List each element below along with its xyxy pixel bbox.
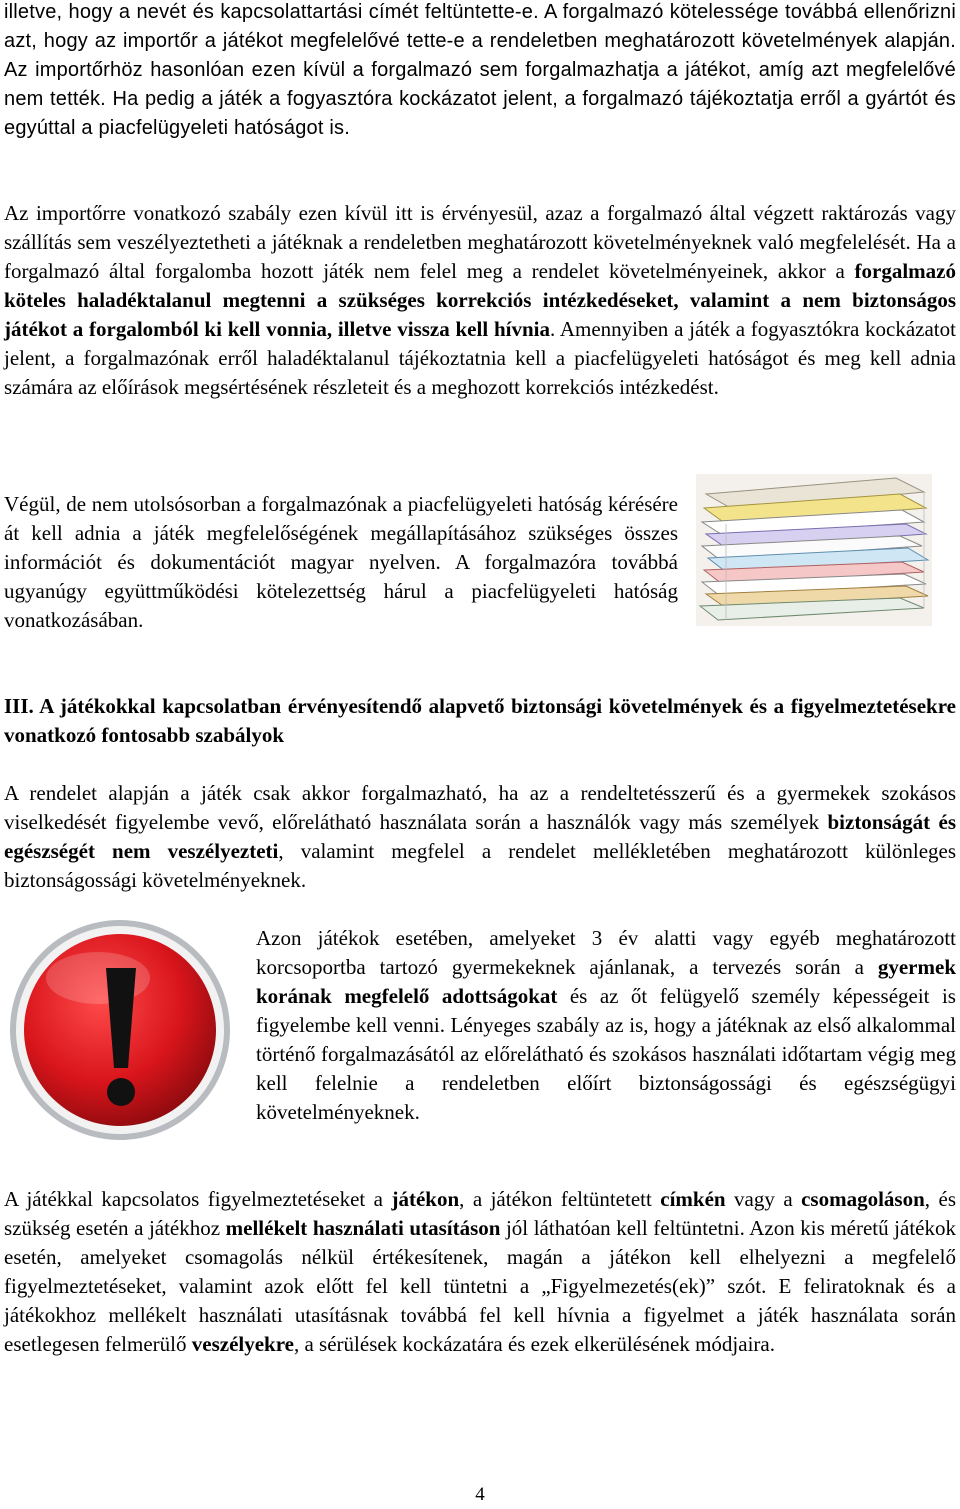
- text-run: Azon játékok esetében, amelyeket 3 év alatti vagy egyéb meghatározott korcsoportba tartozó gyermekeknek ajánlanak, a tervezés során a: [256, 926, 956, 979]
- text-run: , a játékon feltüntetett: [459, 1187, 661, 1211]
- text-run: jól láthatóan kell feltüntetni. Azon kis méretű játékok esetén, amelyeket csomagolás nélkül értékesítenek, magán a játékon kell elhelyezni a megfelelő figyelmeztetéseket, valamint azok előtt fel kell tüntetni a „Figyelmezetés(ek)” szót. E feliratoknak és a játékokhoz mellékelt használati utasításnak továbbá fel kell hívnia a figyelmet a játék használata során esetlegesen felmerülő: [4, 1216, 956, 1356]
- text-run: , és szükség esetén a játékhoz: [4, 1187, 956, 1240]
- text-run: és az őt felügyelő személy képességeit is figyelembe kell venni. Lényeges szabály az is, hogy a játéknak az első alkalommal történő forgalmazásától az előrelátható és szokásos használati időtartam végig meg kell felelnie a rendeletben előírt biztonságossági és egészségügyi követelményeknek.: [256, 984, 956, 1124]
- paragraph-distributor-verification: illetve, hogy a nevét és kapcsolattartási címét feltüntette-e. A forgalmazó kötelessége továbbá ellenőrizni azt, hogy az importőr a játékot megfelelővé tette-e a rendeletben meghatározott követelmények alapján. Az importőrhöz hasonlóan ezen kívül a forgalmazó sem forgalmazhatja a játékot, amíg azt megfelelővé nem tették. Ha pedig a játék a fogyasztóra kockázatot jelent, a forgalmazó tájékoztatja erről a gyártót és egyúttal a piacfelügyeleti hatóságot is.: [4, 1, 956, 139]
- paragraph-age-group: [256, 924, 956, 1127]
- paragraph-documentation: Végül, de nem utolsósorban a forgalmazónak a piacfelügyeleti hatóság kérésére át kell adnia a játék megfelelőségének megállapításához szükséges összes információt és dokumentációt magyar nyelven. A forgalmazóra továbbá ugyanúgy együttműködési kötelezettség hárul a piacfelügyeleti hatóság vonatkozásában.: [4, 492, 678, 632]
- bold-text-run: veszélyekre: [191, 1332, 294, 1356]
- text-run: Az importőrre vonatkozó szabály ezen kívül itt is érvényesül, azaz a forgalmazó által végzett raktározás vagy szállítás sem veszélyeztetheti a játéknak a rendeletben meghatározott követelményeknek való megfelelését. Ha a forgalmazó által forgalomba hozott játék nem felel meg a rendelet követelményeinek, akkor a: [4, 201, 956, 283]
- bold-text-run: forgalmazó köteles haladéktalanul megtenni a szükséges korrekciós intézkedéseket, valamint a nem biztonságos játékot a forgalomból ki kell vonnia, illetve vissza kell hívnia: [4, 259, 956, 341]
- bold-text-run: biztonságát és egészségét nem veszélyezteti: [4, 810, 956, 863]
- bold-text-run: játékon: [391, 1187, 460, 1211]
- text-run: . Amennyiben a játék a fogyasztókra kockázatot jelent, a forgalmazónak erről haladéktalanul tájékoztatnia kell a piacfelügyeleti hatóságot és meg kell adnia számára az előírások megsértésének részleteit és a meghozott korrekciós intézkedést.: [4, 317, 956, 399]
- paragraph-basic-requirements: [4, 779, 956, 895]
- text-run: , valamint megfelel a rendelet mellékletében meghatározott különleges biztonságossági követelményeknek.: [4, 839, 957, 892]
- page-number: 4: [475, 1484, 485, 1505]
- text-run: A játékkal kapcsolatos figyelmeztetéseket a: [4, 1187, 392, 1211]
- text-run: vagy a: [725, 1187, 802, 1211]
- bold-text-run: mellékelt használati utasításon: [225, 1216, 501, 1240]
- stack-of-folders-image: [696, 474, 932, 626]
- text-run: , a sérülések kockázatára és ezek elkerülésének módjaira.: [293, 1332, 775, 1356]
- text-run: A rendelet alapján a játék csak akkor forgalmazható, ha az a rendeltetésszerű és a gyermekek szokásos viselkedését figyelembe vevő, előrelátható használata során a használók vagy más személyek: [4, 781, 956, 834]
- warning-sign-illustration: [8, 918, 232, 1142]
- bold-text-run: gyermek korának megfelelő adottságokat: [256, 955, 956, 1008]
- paragraph-importer-rule: [4, 199, 956, 402]
- folders-illustration: [696, 474, 932, 626]
- warning-exclamation-icon: [8, 918, 232, 1142]
- section-heading: III. A játékokkal kapcsolatban érvényesítendő alapvető biztonsági követelmények és a figyelmeztetésekre vonatkozó fontosabb szabályok: [4, 694, 956, 747]
- bold-text-run: címkén: [660, 1187, 726, 1211]
- paragraph-warnings: [4, 1185, 956, 1359]
- bold-text-run: csomagoláson: [801, 1187, 925, 1211]
